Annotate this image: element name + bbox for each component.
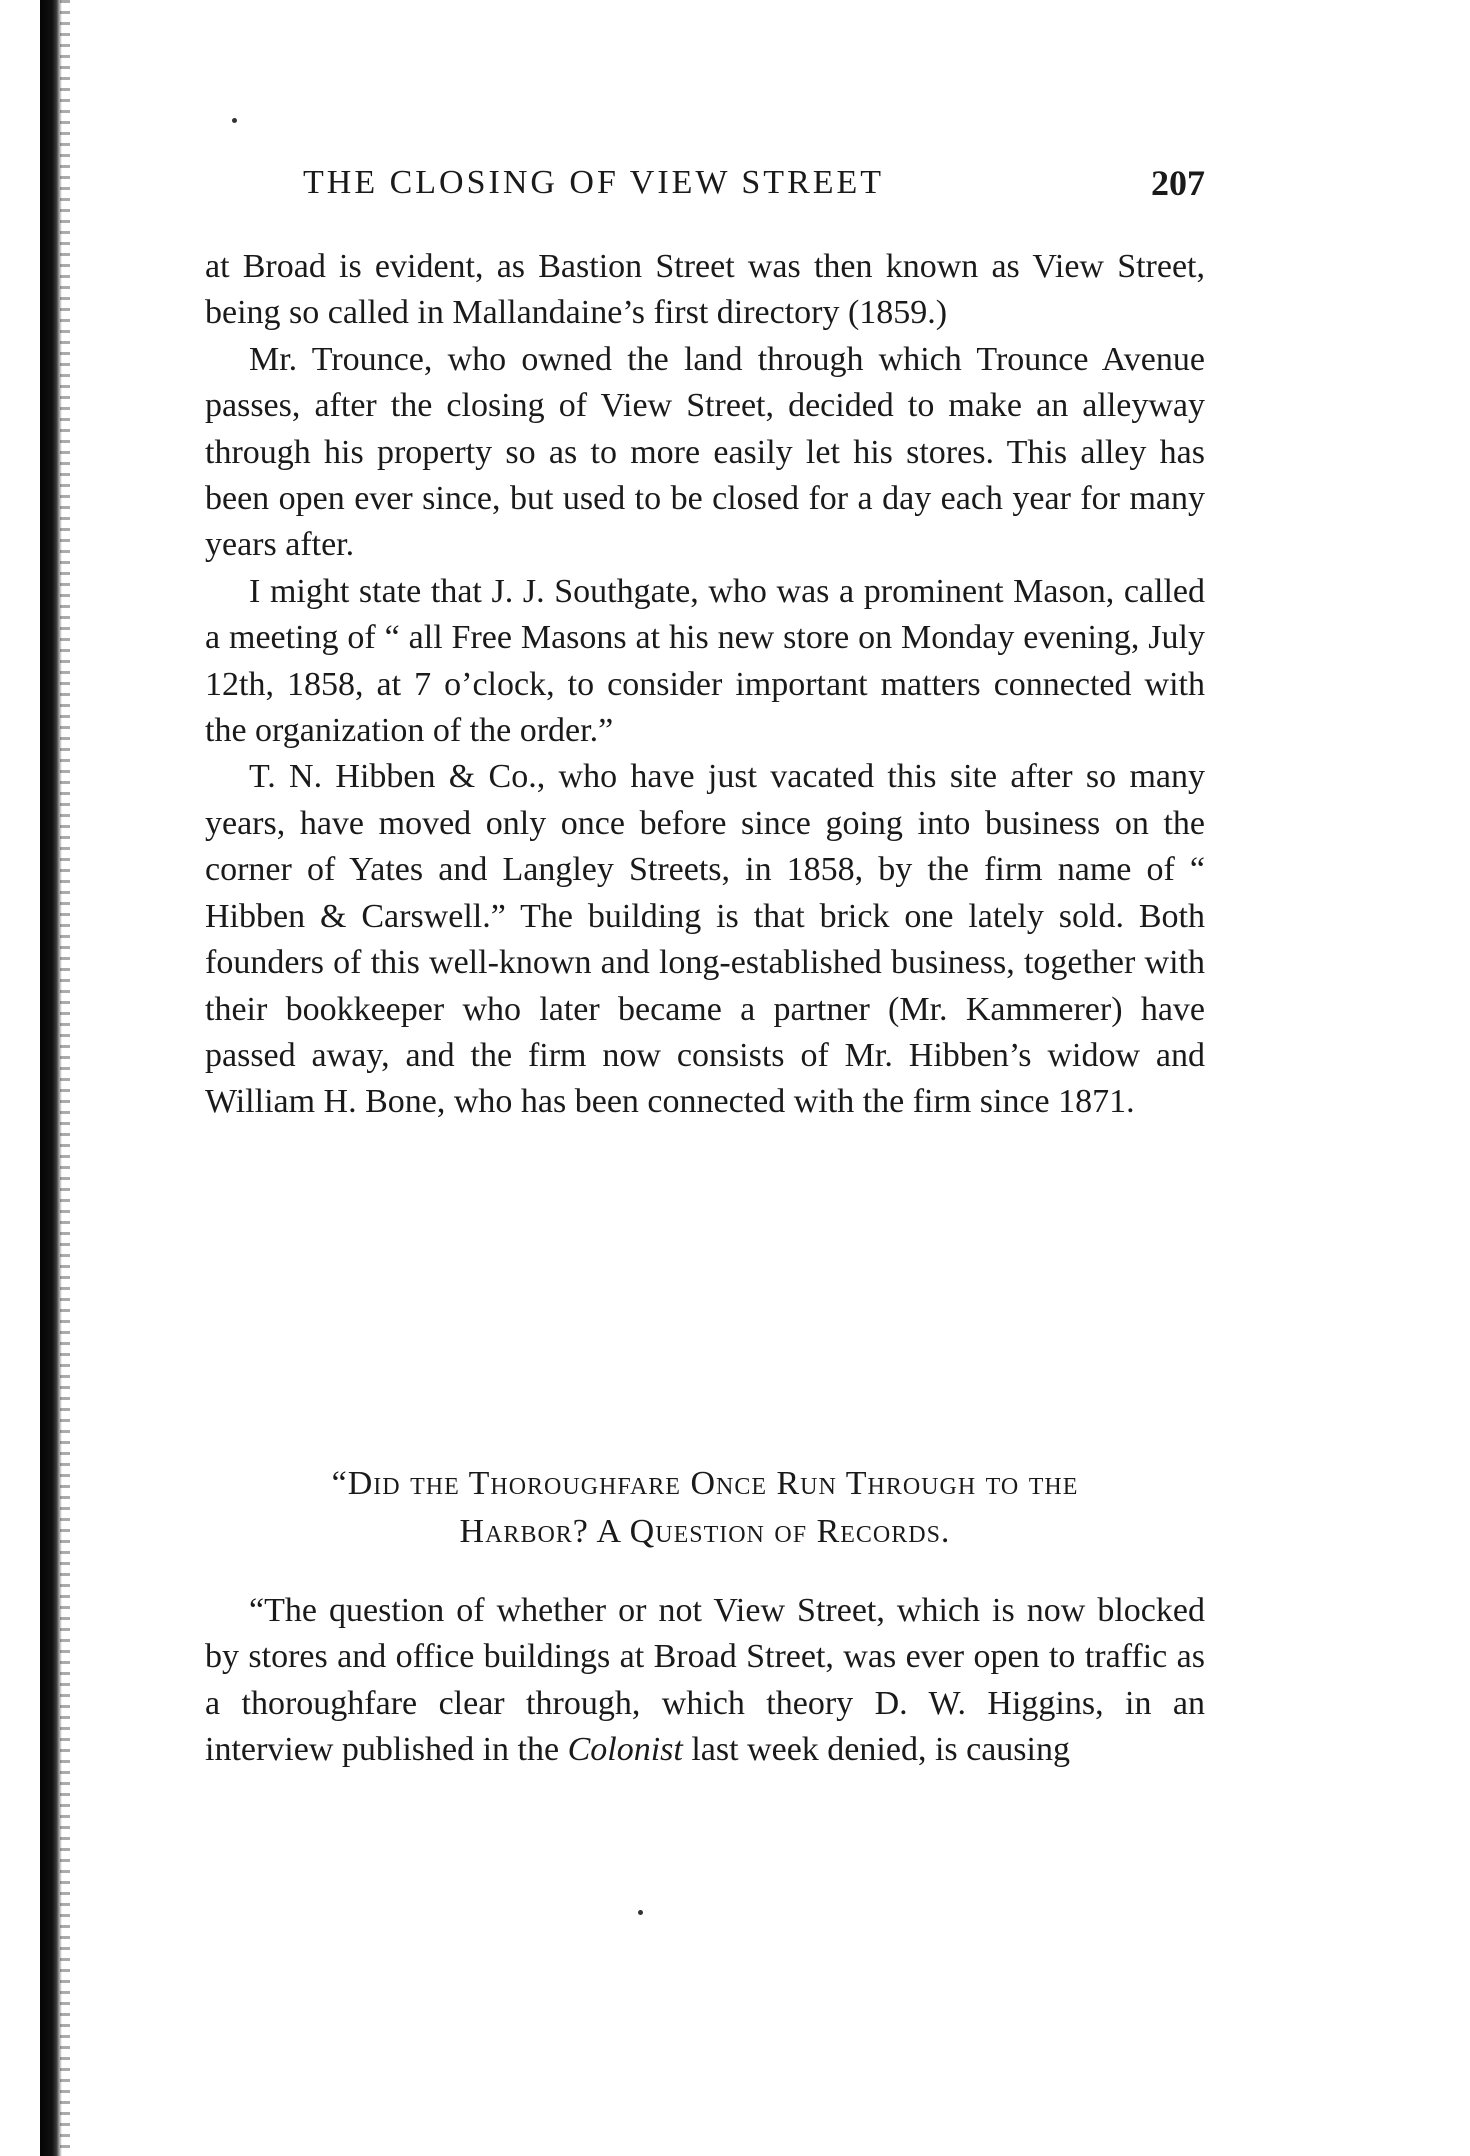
print-speck — [232, 118, 237, 123]
paragraph: at Broad is evident, as Bastion Street was then known as View Street, being so called in Mallandaine’s first directory (1859.) — [205, 248, 1205, 332]
section-heading-line: Harbor? A Question of Records. — [459, 1513, 951, 1550]
paragraph-text: “The question of whether or not View Street, which is now blocked by stores and office buildings at Broad Street, was ever open to traffic as a thoroughfare clear through, which theory D. W. Higgins, in an interview published in the — [205, 1592, 1205, 1769]
paragraph-text: last week denied, is causing — [682, 1731, 1070, 1769]
page-number: 207 — [1151, 163, 1205, 203]
paragraph — [205, 1588, 1205, 1774]
newspaper-title: Colonist — [567, 1731, 683, 1769]
paragraph: T. N. Hibben & Co., who have just vacated this site after so many years, have moved only once before since going into business on the corner of Yates and Langley Streets, in 1858, by the firm name of “ Hibben & Carswell.” The building is that brick one lately sold. Both founders of this well-known and long-established business, together with their bookkeeper who later became a partner (Mr. Kammerer) have passed away, and the firm now consists of Mr. Hibben’s widow and William H. Bone, who has been connected with the firm since 1871. — [205, 758, 1205, 1121]
section-heading-line: “Did the Thoroughfare Once Run Through to the — [331, 1465, 1079, 1502]
body-text — [205, 244, 1205, 1126]
page-header — [205, 158, 1205, 208]
closing-text — [205, 1588, 1205, 1774]
running-title: THE CLOSING OF VIEW STREET — [303, 164, 885, 201]
page-binding-shadow — [60, 0, 70, 2156]
page-binding-edge — [40, 0, 62, 2156]
paragraph: Mr. Trounce, who owned the land through which Trounce Avenue passes, after the closing of View Street, decided to make an alleyway through his property so as to more easily let his stores. This alley has been open ever since, but used to be closed for a day each year for many years after. — [205, 340, 1205, 564]
print-speck — [638, 1910, 643, 1915]
section-heading — [205, 1460, 1205, 1556]
paragraph: I might state that J. J. Southgate, who was a prominent Mason, called a meeting of “ all Free Masons at his new store on Monday evening, July 12th, 1858, at 7 o’clock, to consider important matters connected with the organization of the order.” — [205, 572, 1205, 750]
